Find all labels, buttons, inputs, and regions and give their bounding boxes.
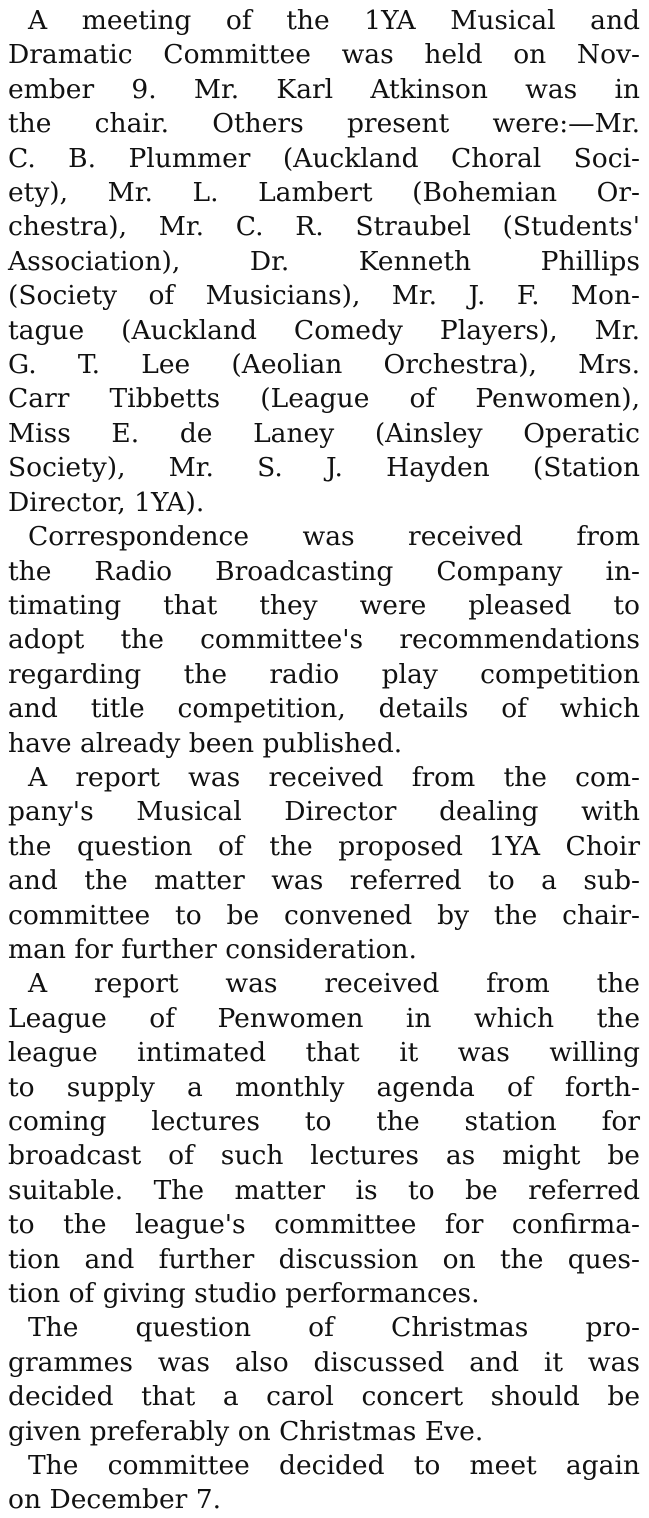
text-line: tague (Auckland Comedy Players), Mr. [8,314,640,346]
text-line: the question of the proposed 1YA Choir [8,830,640,862]
text-line: tion and further discussion on the ques- [8,1243,640,1275]
text-line: Correspondence was received from [28,521,640,553]
text-line: A report was received from the com- [28,761,640,793]
text-line: man for further consideration. [8,933,417,965]
text-line: tion of giving studio performances. [8,1278,480,1310]
text-line: A report was received from the [28,968,640,1000]
text-line: Director, 1YA). [8,486,205,518]
text-line: given preferably on Christmas Eve. [8,1415,484,1447]
text-line: The question of Christmas pro- [28,1312,640,1344]
text-line: (Society of Musicians), Mr. J. F. Mon- [8,280,640,312]
text-line: have already been published. [8,727,403,759]
article-body [8,4,640,1518]
text-line: grammes was also discussed and it was [8,1346,640,1378]
text-line: A meeting of the 1YA Musical and [28,5,640,36]
text-line: league intimated that it was willing [8,1037,640,1069]
text-line: committee to be convened by the chair- [8,899,640,931]
text-line: on December 7. [8,1484,222,1516]
text-line: regarding the radio play competition [8,658,640,690]
text-line: the chair. Others present were:—Mr. [8,108,640,140]
text-line: and title competition, details of which [8,693,640,725]
text-line: C. B. Plummer (Auckland Choral Soci- [8,142,640,174]
paragraph-meeting-attendance [8,4,640,520]
text-line: to the league's committee for confirma- [8,1209,640,1241]
paragraph-penwomen-report [8,967,640,1311]
text-line: Miss E. de Laney (Ainsley Operatic [8,417,640,449]
text-line: the Radio Broadcasting Company in- [8,555,640,587]
text-line: G. T. Lee (Aeolian Orchestra), Mrs. [8,349,640,381]
text-line: ember 9. Mr. Karl Atkinson was in [8,73,640,105]
text-line: ety), Mr. L. Lambert (Bohemian Or- [8,177,640,209]
text-line: League of Penwomen in which the [8,1002,640,1034]
text-line: adopt the committee's recommendations [8,624,640,656]
text-line: pany's Musical Director dealing with [8,796,640,828]
text-line: and the matter was referred to a sub- [8,865,640,897]
text-line: Dramatic Committee was held on Nov- [8,39,640,71]
paragraph-correspondence [8,520,640,761]
text-line: broadcast of such lectures as might be [8,1140,640,1172]
text-line: decided that a carol concert should be [8,1381,640,1413]
text-line: Association), Dr. Kenneth Phillips [8,245,640,277]
paragraph-christmas-programmes [8,1311,640,1449]
text-line: The committee decided to meet again [28,1450,640,1482]
text-line: timating that they were pleased to [8,589,640,621]
text-line: coming lectures to the station for [8,1106,640,1137]
paragraph-choir-report [8,761,640,967]
text-line: chestra), Mr. C. R. Straubel (Students' [8,211,640,243]
text-line: Carr Tibbetts (League of Penwomen), [8,383,640,415]
text-line: suitable. The matter is to be referred [8,1174,640,1206]
text-line: Society), Mr. S. J. Hayden (Station [8,452,640,484]
text-line: to supply a monthly agenda of forth- [8,1071,640,1103]
paragraph-next-meeting [8,1449,640,1518]
